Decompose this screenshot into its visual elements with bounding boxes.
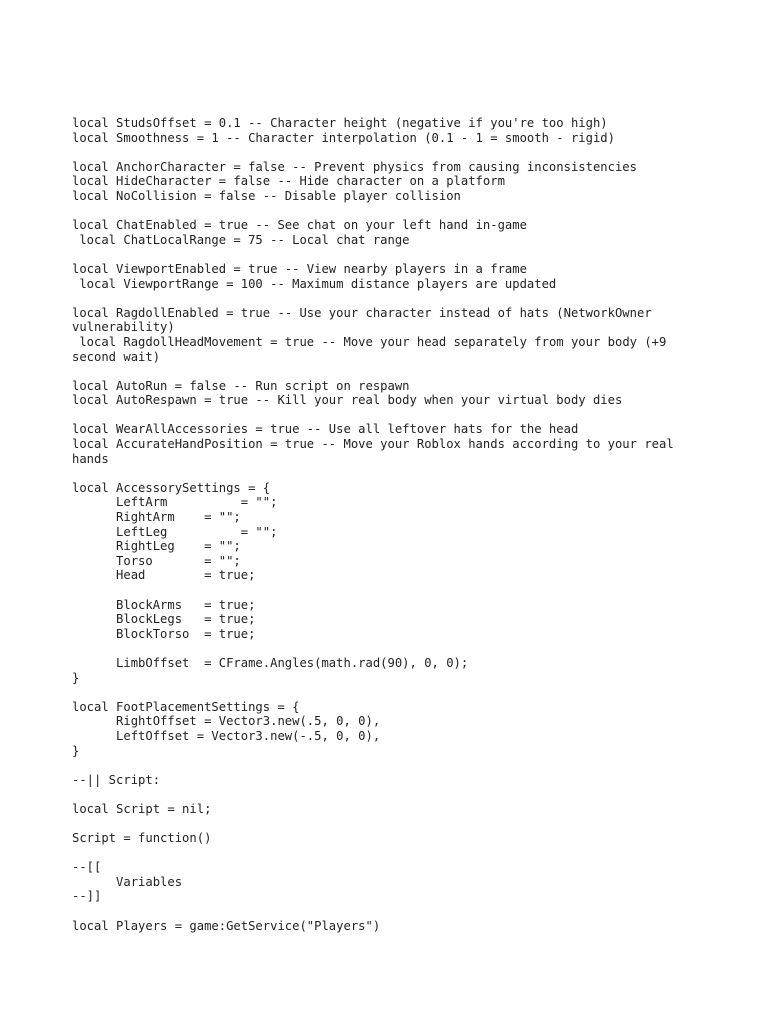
code-line: Head = true; <box>72 568 256 583</box>
code-line: LeftLeg = ""; <box>72 524 278 539</box>
code-line: RightOffset = Vector3.new(.5, 0, 0), <box>72 714 381 729</box>
code-line: RightArm = ""; <box>72 510 241 525</box>
code-line: LeftOffset = Vector3.new(-.5, 0, 0), <box>72 728 381 743</box>
code-line: local Script = nil; <box>72 801 212 816</box>
blank-line <box>72 583 712 598</box>
blank-line <box>72 466 712 481</box>
code-line: local ChatLocalRange = 75 -- Local chat range <box>72 232 410 247</box>
code-line: --[[ <box>72 860 102 875</box>
blank-line <box>72 145 712 160</box>
code-line: local AutoRun = false -- Run script on respawn <box>72 378 410 393</box>
code-line: local RagdollEnabled = true -- Use your character instead of hats (NetworkOwner vulnerability) <box>72 305 660 335</box>
code-line: local AutoRespawn = true -- Kill your real body when your virtual body dies <box>72 393 623 408</box>
blank-line <box>72 204 712 219</box>
code-line: local HideCharacter = false -- Hide character on a platform <box>72 174 505 189</box>
code-line: Variables <box>72 874 183 889</box>
code-line: Script = function() <box>72 831 212 846</box>
code-line: BlockLegs = true; <box>72 612 256 627</box>
blank-line <box>72 846 712 861</box>
code-line: local FootPlacementSettings = { <box>72 699 300 714</box>
code-line: local ViewportRange = 100 -- Maximum distance players are updated <box>72 276 557 291</box>
code-line: --]] <box>72 889 102 904</box>
blank-line <box>72 291 712 306</box>
blank-line <box>72 817 712 832</box>
code-line: LimbOffset = CFrame.Angles(math.rad(90), 0, 0); <box>72 655 469 670</box>
blank-line <box>72 758 712 773</box>
blank-line <box>72 408 712 423</box>
code-line: BlockArms = true; <box>72 597 256 612</box>
blank-line <box>72 685 712 700</box>
code-line: RightLeg = ""; <box>72 539 241 554</box>
code-line: local Players = game:GetService("Players") <box>72 918 381 933</box>
code-line: local AnchorCharacter = false -- Prevent physics from causing inconsistencies <box>72 159 637 174</box>
code-line: LeftArm = ""; <box>72 495 278 510</box>
blank-line <box>72 904 712 919</box>
code-line: local Smoothness = 1 -- Character interpolation (0.1 - 1 = smooth - rigid) <box>72 130 615 145</box>
code-line: local WearAllAccessories = true -- Use all leftover hats for the head <box>72 422 579 437</box>
code-line: } <box>72 743 80 758</box>
code-line: } <box>72 670 80 685</box>
blank-line <box>72 247 712 262</box>
code-line: Torso = ""; <box>72 553 241 568</box>
blank-line <box>72 787 712 802</box>
code-line: local StudsOffset = 0.1 -- Character height (negative if you're too high) <box>72 116 608 130</box>
blank-line <box>72 641 712 656</box>
code-line: local NoCollision = false -- Disable player collision <box>72 188 461 203</box>
code-line: local RagdollHeadMovement = true -- Move your head separately from your body (+9 second wait) <box>72 334 674 364</box>
code-line: local ViewportEnabled = true -- View nearby players in a frame <box>72 261 527 276</box>
blank-line <box>72 364 712 379</box>
code-line: local AccessorySettings = { <box>72 480 271 495</box>
code-line: BlockTorso = true; <box>72 626 256 641</box>
code-line: --|| Script: <box>72 772 161 787</box>
code-block <box>72 116 712 933</box>
code-line: local AccurateHandPosition = true -- Move your Roblox hands according to your real hands <box>72 437 682 466</box>
code-line: local ChatEnabled = true -- See chat on your left hand in-game <box>72 218 527 233</box>
